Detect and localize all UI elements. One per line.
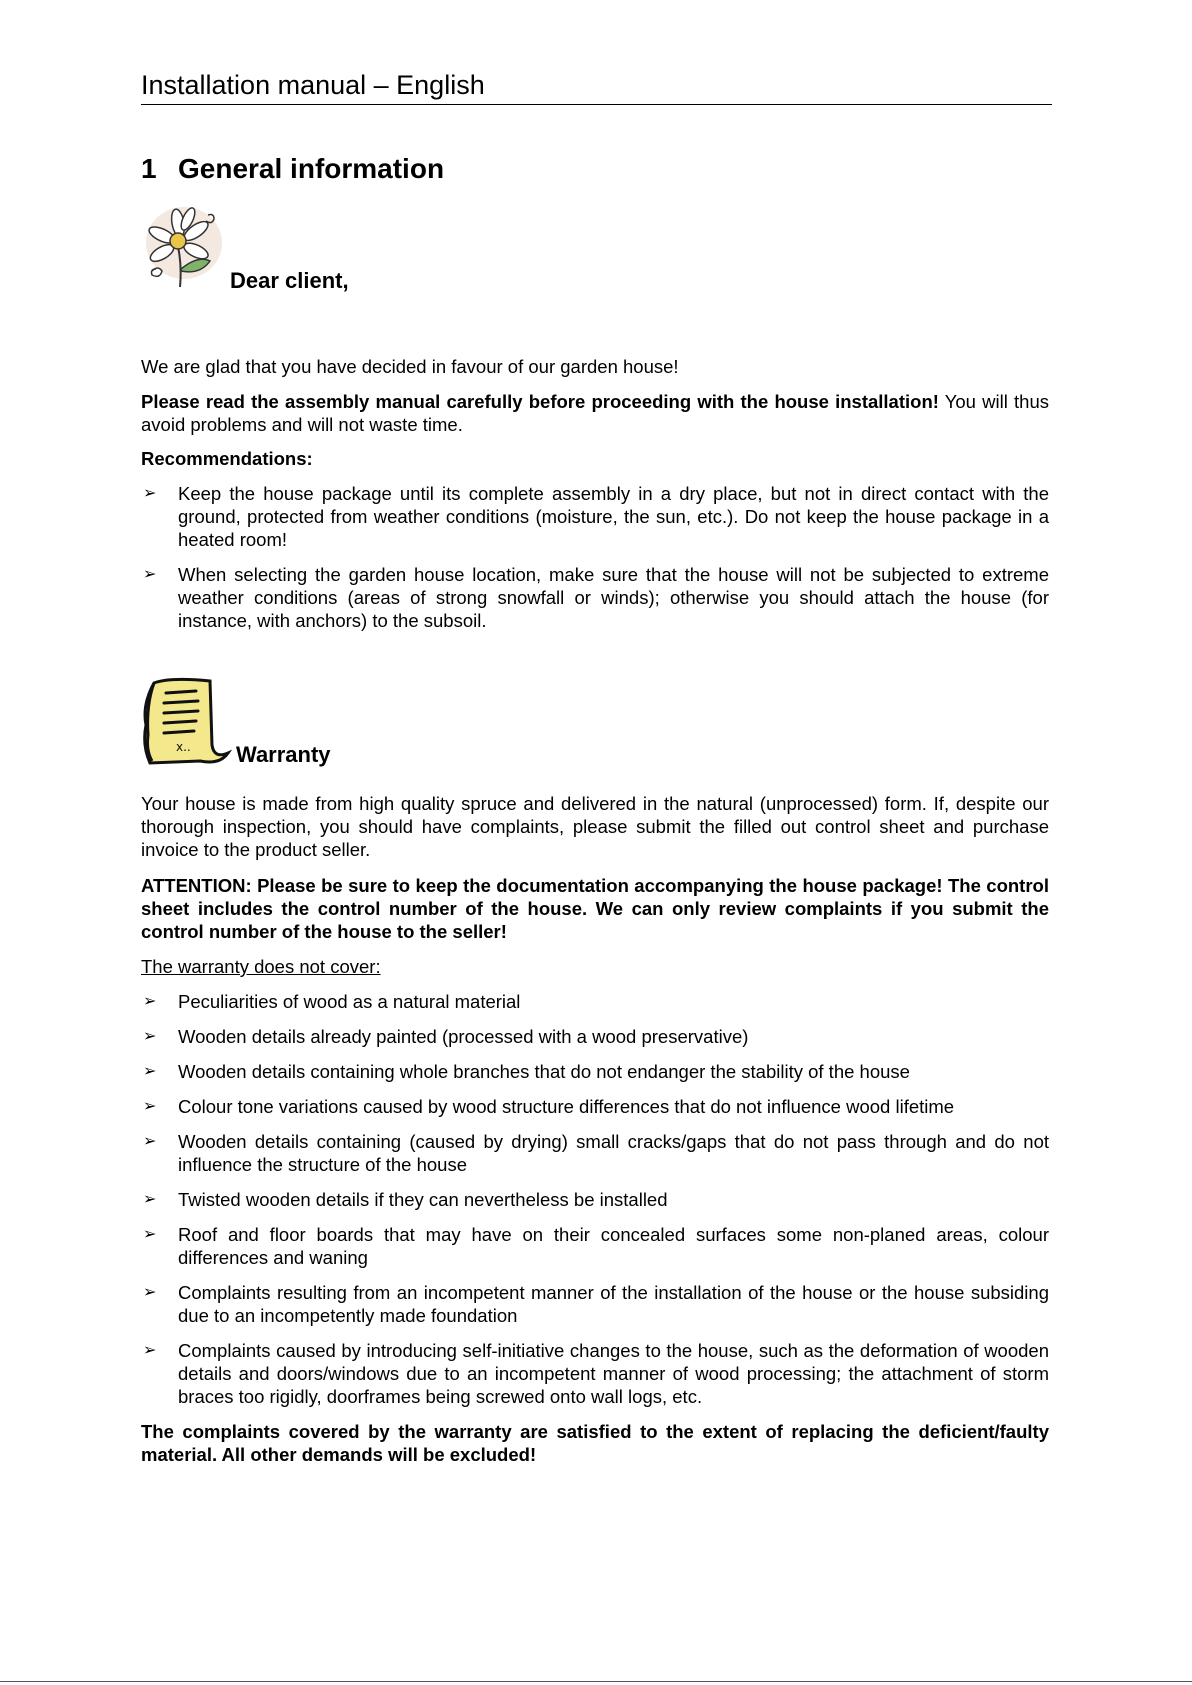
bullet-arrow-icon: ➢ (143, 1284, 157, 1301)
list-item (141, 990, 1049, 1013)
section-number: 1 (141, 153, 157, 184)
warranty-paragraph: Your house is made from high quality spruce and delivered in the natural (unprocessed) form. If, despite our thorough inspection, you should have complaints, please submit the filled out control sheet and purchase invoice to the product seller. (141, 793, 1049, 860)
list-item-text: Complaints caused by introducing self-initiative changes to the house, such as the deformation of wooden details and doors/windows due to an incompetent manner of wood processing; the attachment of storm braces too rigidly, doorframes being screwed onto wall logs, etc. (178, 1340, 1049, 1407)
list-item (141, 1223, 1049, 1269)
list-item (141, 1281, 1049, 1327)
bullet-arrow-icon: ➢ (143, 1133, 157, 1150)
bullet-arrow-icon: ➢ (143, 566, 157, 583)
recommendations-title: Recommendations: (141, 448, 313, 469)
section-title: General information (178, 153, 445, 184)
list-item-text: Colour tone variations caused by wood structure differences that do not influence wood lifetime (178, 1096, 955, 1117)
bullet-arrow-icon: ➢ (143, 1028, 157, 1045)
bullet-arrow-icon: ➢ (143, 1191, 157, 1208)
list-item-text: Peculiarities of wood as a natural material (178, 991, 521, 1012)
list-item-text: Roof and floor boards that may have on their concealed surfaces some non-planed areas, colour differences and waning (178, 1224, 1049, 1268)
list-item-text: Twisted wooden details if they can nevertheless be installed (178, 1189, 668, 1210)
bullet-arrow-icon: ➢ (143, 1342, 157, 1359)
not-cover-title-text: The warranty does not cover: (141, 956, 381, 977)
page-header: Installation manual – English (141, 68, 1052, 105)
flower-icon (140, 203, 224, 289)
attention-notice: ATTENTION: Please be sure to keep the documentation accompanying the house package! The control sheet includes the control number of the house. We can only review complaints if you submit the control number of the house to the seller! (141, 875, 1049, 942)
list-item-text: Complaints resulting from an incompetent manner of the installation of the house or the house subsiding due to an incompetently made foundation (178, 1282, 1049, 1326)
document-icon (140, 675, 232, 765)
greeting: Dear client, (230, 268, 349, 293)
list-item (141, 1339, 1049, 1408)
list-item-text: Keep the house package until its complete assembly in a dry place, but not in direct contact with the ground, protected from weather conditions (moisture, the sun, etc.). Do not keep the house package in a heated room! (178, 483, 1049, 550)
bullet-arrow-icon: ➢ (143, 485, 157, 502)
list-item-text: When selecting the garden house location, make sure that the house will not be subjected to extreme weather conditions (areas of strong snowfall or winds); otherwise you should attach the house (for instance, with anchors) to the subsoil. (178, 564, 1049, 631)
bullet-arrow-icon: ➢ (143, 993, 157, 1010)
list-item-text: Wooden details containing (caused by drying) small cracks/gaps that do not pass through and do not influence the structure of the house (178, 1131, 1049, 1175)
bullet-arrow-icon: ➢ (143, 1063, 157, 1080)
list-item (141, 1095, 1049, 1118)
section-heading (141, 152, 444, 186)
warranty-title: Warranty (236, 742, 331, 767)
footer-divider (0, 1681, 1192, 1682)
not-cover-title (141, 955, 1049, 978)
bullet-arrow-icon: ➢ (143, 1098, 157, 1115)
list-item (141, 563, 1049, 632)
read-notice-normal: You will thus avoid problems and will not waste time. (141, 391, 1049, 435)
read-notice (141, 390, 1049, 436)
bullet-arrow-icon: ➢ (143, 1226, 157, 1243)
intro-text: We are glad that you have decided in favour of our garden house! (141, 356, 679, 377)
svg-text:x..: x.. (176, 740, 191, 754)
read-notice-bold: Please read the assembly manual carefully before proceeding with the house installation! (141, 391, 939, 412)
list-item (141, 1025, 1049, 1048)
list-item (141, 1060, 1049, 1083)
list-item (141, 482, 1049, 551)
list-item-text: Wooden details already painted (processed with a wood preservative) (178, 1026, 749, 1047)
list-item (141, 1188, 1049, 1211)
closing-statement: The complaints covered by the warranty are satisfied to the extent of replacing the deficient/faulty material. All other demands will be excluded! (141, 1421, 1049, 1465)
list-item-text: Wooden details containing whole branches that do not endanger the stability of the house (178, 1061, 910, 1082)
list-item (141, 1130, 1049, 1176)
